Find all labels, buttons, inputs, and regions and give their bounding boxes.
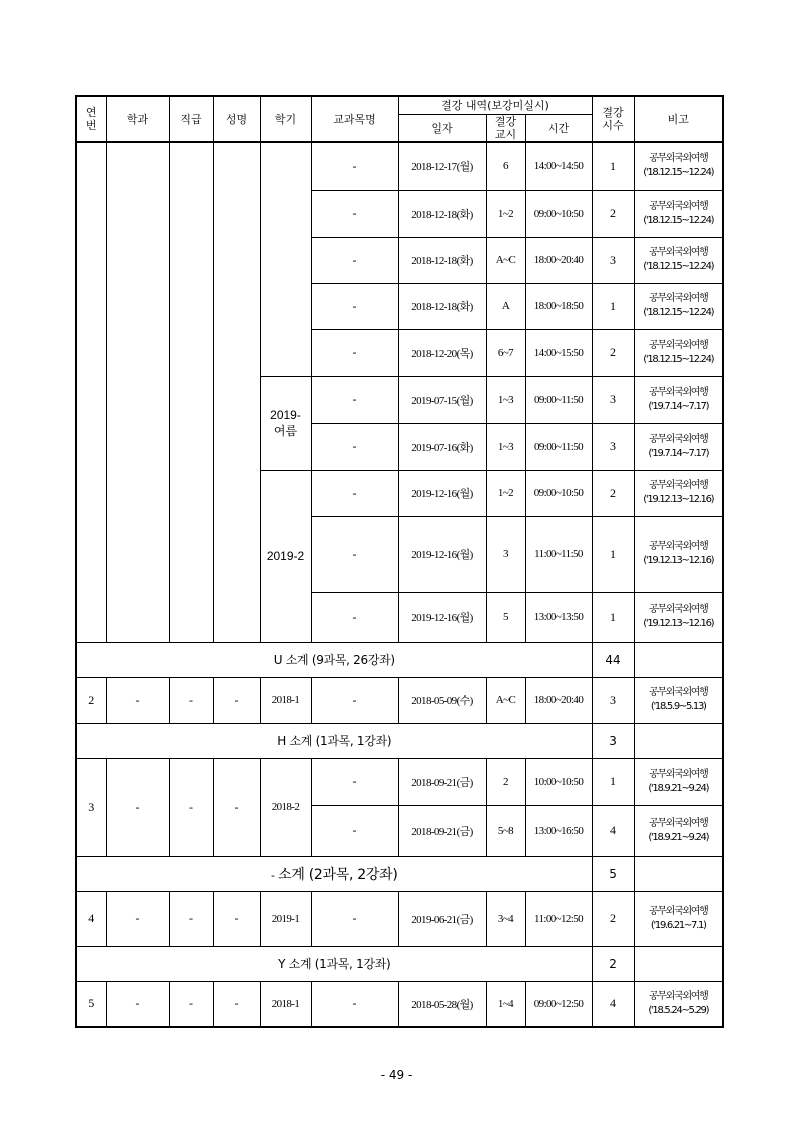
subtotal-note xyxy=(634,946,723,981)
note-line-1: 공무외국외여행 xyxy=(649,541,708,552)
cell-dept: - xyxy=(106,758,169,856)
col-cancel-detail: 결강 내역(보강미실시) xyxy=(398,96,592,115)
cell-hours: 3 xyxy=(592,237,634,283)
subtotal-label: U 소계 (9과목, 26강좌) xyxy=(76,642,592,677)
cell-course: - xyxy=(311,329,398,376)
cell-course: - xyxy=(311,516,398,592)
note-line-2: ('18.12.15~12.24) xyxy=(643,261,714,272)
cell-semester: 2019-2 xyxy=(260,470,311,642)
cell-course: - xyxy=(311,891,398,946)
cell-course: - xyxy=(311,592,398,642)
subtotal-prefix: - xyxy=(270,868,275,882)
cell-course: - xyxy=(311,470,398,516)
cell-period: 6 xyxy=(486,142,525,190)
cell-time: 13:00~16:50 xyxy=(525,805,592,856)
cell-no: 5 xyxy=(76,981,106,1027)
cell-time: 14:00~15:50 xyxy=(525,329,592,376)
cell-semester: 2018-1 xyxy=(260,677,311,723)
col-dept: 학과 xyxy=(106,96,169,142)
subtotal-note xyxy=(634,723,723,758)
cell-note xyxy=(634,592,723,642)
cell-note xyxy=(634,283,723,329)
cell-name: - xyxy=(213,758,260,856)
cell-time: 18:00~20:40 xyxy=(525,237,592,283)
note-line-1: 공무외국외여행 xyxy=(649,480,708,491)
table-row xyxy=(76,981,723,1027)
table-row xyxy=(76,677,723,723)
cell-period: 5 xyxy=(486,592,525,642)
note-line-1: 공무외국외여행 xyxy=(649,153,708,165)
cell-time: 09:00~11:50 xyxy=(525,376,592,423)
cell-dept: - xyxy=(106,981,169,1027)
cell-hours: 1 xyxy=(592,758,634,805)
col-yeonbeon: 연 번 xyxy=(76,96,106,142)
cell-semester: 2018-1 xyxy=(260,981,311,1027)
cell-period: A xyxy=(486,283,525,329)
cell-no: 3 xyxy=(76,758,106,856)
note-line-2: ('19.6.21~7.1) xyxy=(650,919,706,931)
cell-hours: 1 xyxy=(592,516,634,592)
table-row xyxy=(76,142,723,190)
cell-dept: - xyxy=(106,891,169,946)
subtotal-label: Y 소계 (1과목, 1강좌) xyxy=(76,946,592,981)
note-line-1: 공무외국외여행 xyxy=(649,817,708,829)
cell-semester: 2019- 여름 xyxy=(260,376,311,470)
cell-time: 11:00~11:50 xyxy=(525,516,592,592)
cell-course: - xyxy=(311,981,398,1027)
note-line-1: 공무외국외여행 xyxy=(649,433,708,445)
subtotal-hours: 5 xyxy=(592,856,634,891)
note-line-2: ('18.5.24~5.29) xyxy=(648,1004,709,1016)
cell-date: 2019-12-16(월) xyxy=(398,470,486,516)
note-line-1: 공무외국외여행 xyxy=(649,386,708,398)
note-line-2: ('19.12.13~12.16) xyxy=(643,494,714,505)
cell-time: 09:00~10:50 xyxy=(525,470,592,516)
subtotal-hours: 3 xyxy=(592,723,634,758)
cell-time: 09:00~11:50 xyxy=(525,423,592,470)
note-line-1: 공무외국외여행 xyxy=(649,339,708,351)
cell-time: 10:00~10:50 xyxy=(525,758,592,805)
cell-date: 2018-12-18(화) xyxy=(398,190,486,237)
table-row xyxy=(76,891,723,946)
note-line-1: 공무외국외여행 xyxy=(649,990,708,1002)
cell-course: - xyxy=(311,758,398,805)
note-line-2: ('18.5.9~5.13) xyxy=(650,701,706,712)
cell-rank: - xyxy=(169,981,213,1027)
cell-hours: 2 xyxy=(592,470,634,516)
cell-course: - xyxy=(311,805,398,856)
cell-period: 1~2 xyxy=(486,470,525,516)
cell-period: 1~3 xyxy=(486,376,525,423)
col-hours: 결강 시수 xyxy=(592,96,634,142)
note-line-2: ('19.12.13~12.16) xyxy=(643,618,714,629)
cell-hours: 4 xyxy=(592,981,634,1027)
cell-date: 2018-09-21(금) xyxy=(398,805,486,856)
cell-period: 1~2 xyxy=(486,190,525,237)
cell-period: A~C xyxy=(486,677,525,723)
cell-period: 1~3 xyxy=(486,423,525,470)
col-rank: 직급 xyxy=(169,96,213,142)
cell-hours: 3 xyxy=(592,423,634,470)
cell-time: 09:00~12:50 xyxy=(525,981,592,1027)
subtotal-row xyxy=(76,723,723,758)
col-period: 결강 교시 xyxy=(486,115,525,143)
cell-note xyxy=(634,237,723,283)
cell-semester xyxy=(260,142,311,376)
cell-no: 4 xyxy=(76,891,106,946)
cell-hours: 4 xyxy=(592,805,634,856)
subtotal-label: H 소계 (1과목, 1강좌) xyxy=(76,723,592,758)
cell-note xyxy=(634,981,723,1027)
note-line-2: ('18.9.21~9.24) xyxy=(648,782,709,794)
cell-dept: - xyxy=(106,677,169,723)
cell-name: - xyxy=(213,891,260,946)
cell-note xyxy=(634,376,723,423)
note-line-2: ('18.12.15~12.24) xyxy=(643,353,714,365)
cell-date: 2019-07-15(월) xyxy=(398,376,486,423)
subtotal-hours: 2 xyxy=(592,946,634,981)
cell-note xyxy=(634,423,723,470)
col-semester: 학기 xyxy=(260,96,311,142)
subtotal-row xyxy=(76,856,723,891)
cell-date: 2018-12-17(월) xyxy=(398,142,486,190)
page-number: - 49 - xyxy=(380,1068,413,1082)
cell-period: 6~7 xyxy=(486,329,525,376)
cell-rank xyxy=(169,142,213,642)
cell-no: 2 xyxy=(76,677,106,723)
cell-course: - xyxy=(311,677,398,723)
cell-name xyxy=(213,142,260,642)
cell-date: 2019-06-21(금) xyxy=(398,891,486,946)
cell-note xyxy=(634,329,723,376)
cell-date: 2018-05-09(수) xyxy=(398,677,486,723)
cell-hours: 1 xyxy=(592,283,634,329)
col-name: 성명 xyxy=(213,96,260,142)
cell-hours: 2 xyxy=(592,190,634,237)
note-line-1: 공무외국외여행 xyxy=(649,905,708,917)
cell-date: 2018-12-18(화) xyxy=(398,237,486,283)
cell-note xyxy=(634,677,723,723)
cell-hours: 1 xyxy=(592,592,634,642)
col-time: 시간 xyxy=(525,115,592,143)
cell-semester: 2019-1 xyxy=(260,891,311,946)
subtotal-row xyxy=(76,642,723,677)
cell-period: 3~4 xyxy=(486,891,525,946)
cell-rank: - xyxy=(169,758,213,856)
cell-date: 2018-12-20(목) xyxy=(398,329,486,376)
subtotal-note xyxy=(634,856,723,891)
cell-date: 2019-12-16(월) xyxy=(398,516,486,592)
note-line-1: 공무외국외여행 xyxy=(649,200,708,212)
cell-course: - xyxy=(311,283,398,329)
cell-course: - xyxy=(311,423,398,470)
cell-date: 2018-12-18(화) xyxy=(398,283,486,329)
absence-table xyxy=(75,95,724,1028)
subtotal-note xyxy=(634,642,723,677)
cell-note xyxy=(634,516,723,592)
cell-note xyxy=(634,142,723,190)
note-line-1: 공무외국외여행 xyxy=(649,768,708,780)
cell-course: - xyxy=(311,237,398,283)
cell-time: 14:00~14:50 xyxy=(525,142,592,190)
cell-no xyxy=(76,142,106,642)
cell-note xyxy=(634,190,723,237)
cell-course: - xyxy=(311,142,398,190)
cell-rank: - xyxy=(169,677,213,723)
cell-time: 11:00~12:50 xyxy=(525,891,592,946)
cell-time: 18:00~20:40 xyxy=(525,677,592,723)
cell-period: 2 xyxy=(486,758,525,805)
note-line-2: ('19.12.13~12.16) xyxy=(643,555,714,566)
cell-date: 2019-12-16(월) xyxy=(398,592,486,642)
subtotal-row xyxy=(76,946,723,981)
cell-time: 09:00~10:50 xyxy=(525,190,592,237)
note-line-2: ('18.9.21~9.24) xyxy=(648,831,709,843)
note-line-1: 공무외국외여행 xyxy=(649,687,708,698)
note-line-2: ('18.12.15~12.24) xyxy=(643,167,714,179)
table-row xyxy=(76,758,723,805)
note-line-2: ('19.7.14~7.17) xyxy=(648,400,709,412)
col-note: 비고 xyxy=(634,96,723,142)
subtotal-hours: 44 xyxy=(592,642,634,677)
cell-date: 2018-09-21(금) xyxy=(398,758,486,805)
cell-dept xyxy=(106,142,169,642)
cell-hours: 2 xyxy=(592,329,634,376)
cell-rank: - xyxy=(169,891,213,946)
cell-time: 18:00~18:50 xyxy=(525,283,592,329)
cell-note xyxy=(634,758,723,805)
cell-date: 2018-05-28(월) xyxy=(398,981,486,1027)
cell-name: - xyxy=(213,981,260,1027)
subtotal-label xyxy=(76,856,592,891)
cell-name: - xyxy=(213,677,260,723)
cell-hours: 1 xyxy=(592,142,634,190)
cell-period: A~C xyxy=(486,237,525,283)
cell-hours: 3 xyxy=(592,677,634,723)
cell-period: 1~4 xyxy=(486,981,525,1027)
cell-period: 5~8 xyxy=(486,805,525,856)
note-line-2: ('18.12.15~12.24) xyxy=(643,307,714,318)
cell-hours: 2 xyxy=(592,891,634,946)
note-line-1: 공무외국외여행 xyxy=(649,604,708,615)
cell-note xyxy=(634,470,723,516)
note-line-2: ('19.7.14~7.17) xyxy=(648,447,709,459)
cell-date: 2019-07-16(화) xyxy=(398,423,486,470)
cell-note xyxy=(634,805,723,856)
cell-period: 3 xyxy=(486,516,525,592)
cell-hours: 3 xyxy=(592,376,634,423)
subtotal-text: 소계 (2과목, 2강좌) xyxy=(278,866,398,883)
note-line-1: 공무외국외여행 xyxy=(649,293,708,304)
cell-course: - xyxy=(311,376,398,423)
table-header xyxy=(76,96,723,142)
cell-course: - xyxy=(311,190,398,237)
cell-semester: 2018-2 xyxy=(260,758,311,856)
col-course: 교과목명 xyxy=(311,96,398,142)
note-line-1: 공무외국외여행 xyxy=(649,247,708,258)
note-line-2: ('18.12.15~12.24) xyxy=(643,214,714,226)
col-date: 일자 xyxy=(398,115,486,143)
cell-time: 13:00~13:50 xyxy=(525,592,592,642)
cell-note xyxy=(634,891,723,946)
